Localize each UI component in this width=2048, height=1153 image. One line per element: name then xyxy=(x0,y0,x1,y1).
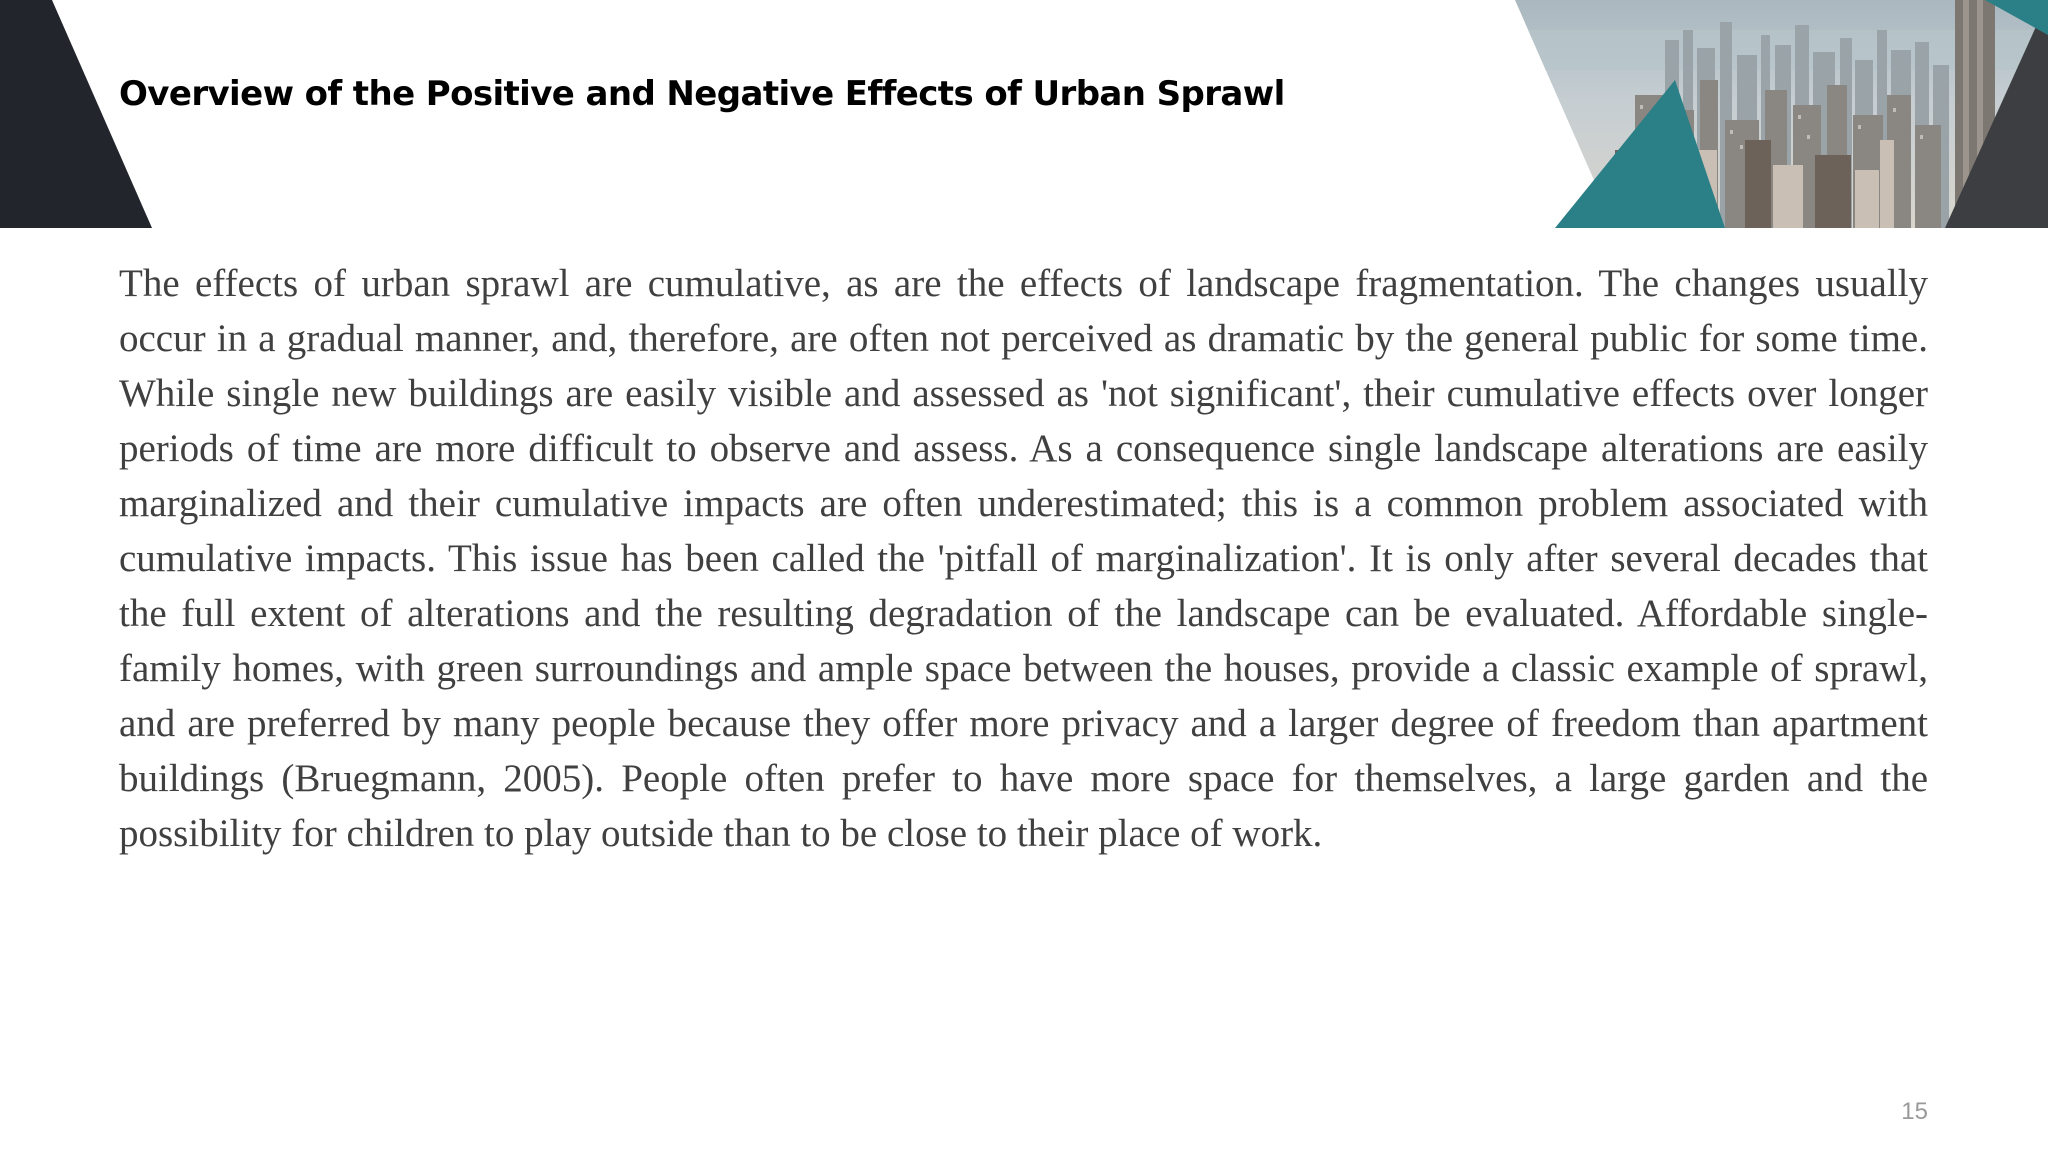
page-number: 15 xyxy=(1901,1098,1928,1125)
city-skyline-photo xyxy=(1515,0,2048,228)
slide-title: Overview of the Positive and Negative Effects of Urban Sprawl xyxy=(119,74,1285,114)
body-paragraph: The effects of urban sprawl are cumulative, as are the effects of landscape fragmentation. The changes usually occur in a gradual manner, and, therefore, are often not perceived as dramatic by the general public for some time. While single new buildings are easily visible and assessed as 'not significant', their cumulative effects over longer periods of time are more difficult to observe and assess. As a consequence single landscape alterations are easily marginalized and their cumulative impacts are often underestimated; this is a common problem associated with cumulative impacts. This issue has been called the 'pitfall of marginalization'. It is only after several decades that the full extent of alterations and the resulting degradation of the landscape can be evaluated. Affordable single-family homes, with green surroundings and ample space between the houses, provide a classic example of sprawl, and are preferred by many people because they offer more privacy and a larger degree of freedom than apartment buildings (Bruegmann, 2005). People often prefer to have more space for themselves, a large garden and the possibility for children to play outside than to be close to their place of work. xyxy=(119,262,1928,855)
decorative-left-triangle xyxy=(0,0,160,228)
